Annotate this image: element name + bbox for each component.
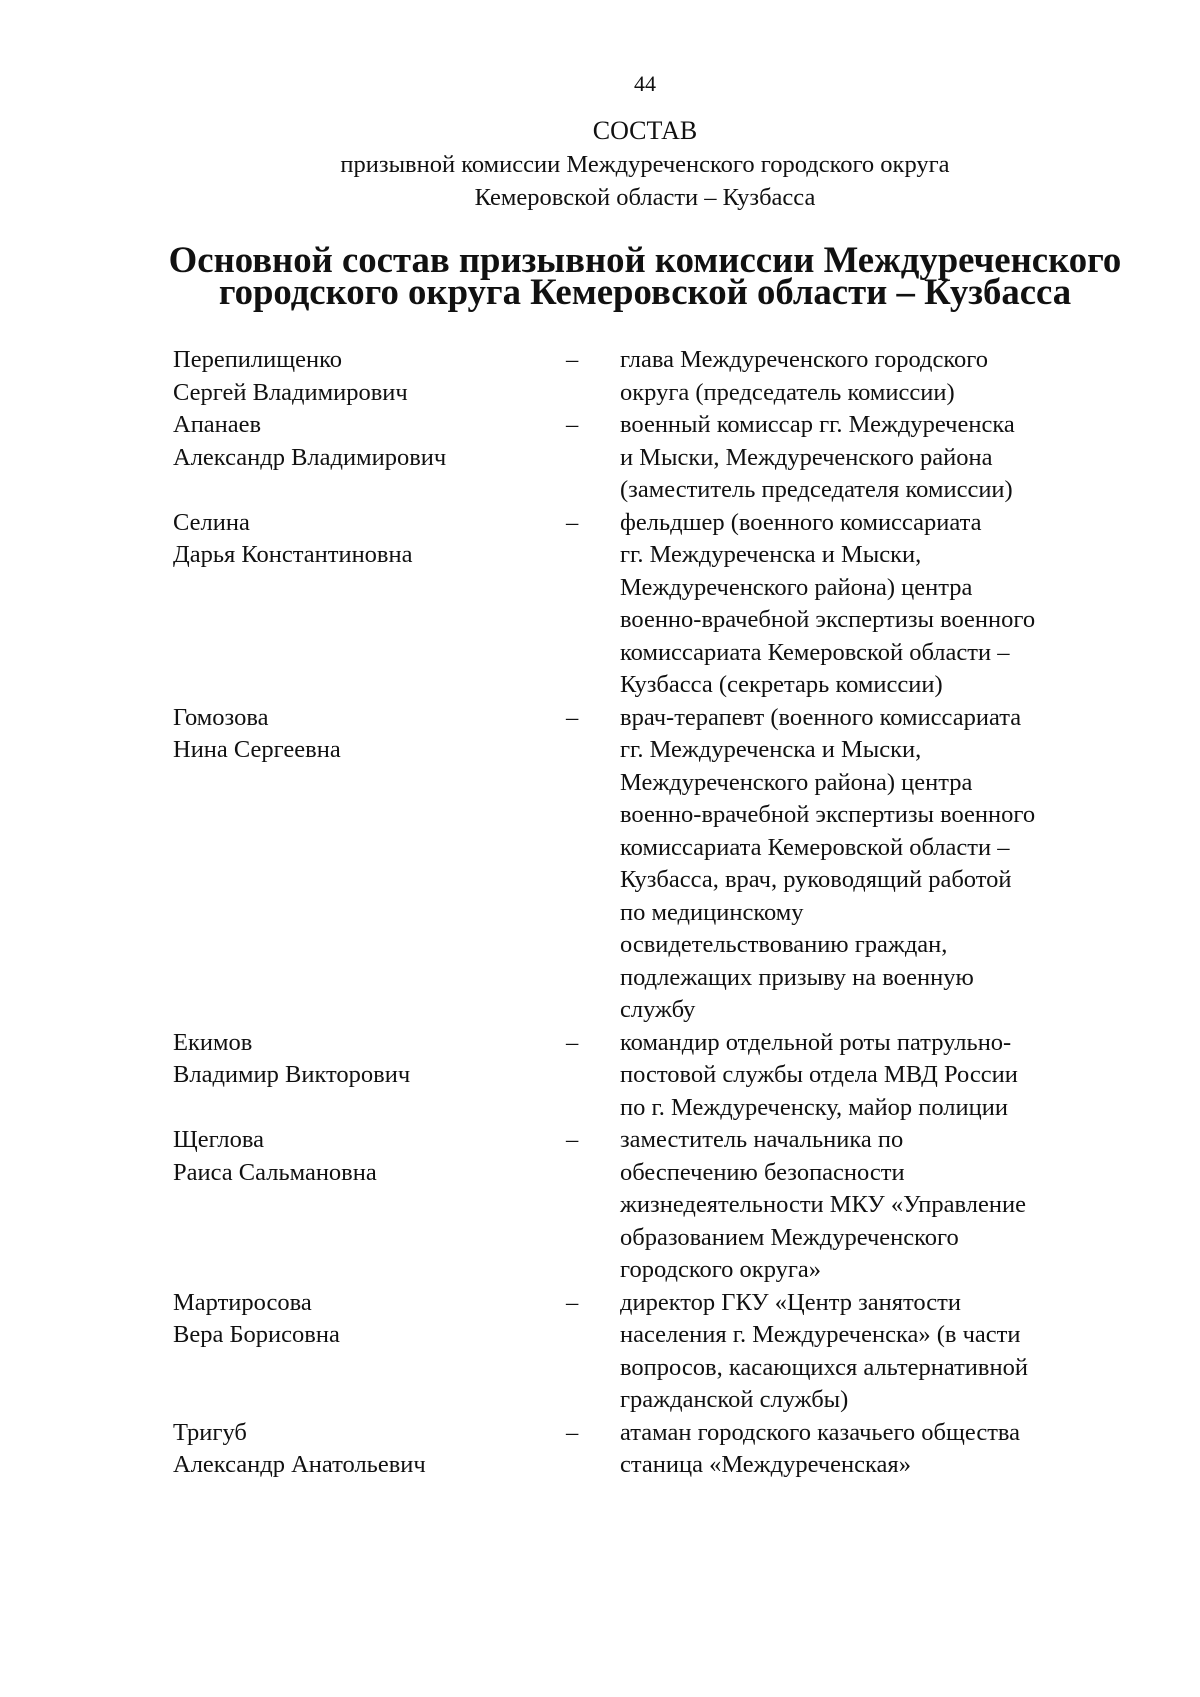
member-given-names: Нина Сергеевна [173, 736, 341, 763]
member-name [173, 1027, 566, 1092]
member-entry [173, 409, 1133, 507]
member-name [173, 409, 566, 474]
member-dash: – [566, 1126, 579, 1153]
member-role-line: населения г. Междуреченска» (в части [620, 1321, 1021, 1348]
member-role-line: городского округа» [620, 1256, 822, 1283]
member-role-line: постовой службы отдела МВД России [620, 1061, 1018, 1088]
member-dash: – [566, 1288, 579, 1316]
member-surname: Селина [173, 508, 250, 536]
member-entry [173, 1124, 1133, 1287]
member-name [173, 507, 566, 572]
member-given-names: Вера Борисовна [173, 1321, 340, 1348]
member-dash: – [566, 1028, 579, 1056]
member-name [173, 344, 566, 409]
member-role-line: военно-врачебной экспертизы военного [620, 606, 1036, 633]
member-role-line: Кузбасса (секретарь комиссии) [620, 671, 943, 698]
section-heading-line: Основной состав призывной комиссии Междуреченского [168, 239, 1122, 280]
member-dash: – [566, 346, 579, 373]
member-role-line: подлежащих призыву на военную [620, 963, 974, 991]
document-title: СОСТАВ [592, 116, 698, 145]
member-role-line: и Мыски, Междуреченского района [620, 443, 993, 471]
member-given-names: Дарья Константиновна [173, 541, 413, 568]
member-name [173, 1287, 566, 1352]
member-name [173, 702, 566, 767]
member-role [620, 702, 1133, 1027]
member-name [173, 1417, 566, 1482]
member-role-line: службу [620, 996, 696, 1023]
member-dash: – [566, 508, 579, 536]
member-role-line: Междуреченского района) центра [620, 573, 973, 601]
member-role-line: военный комиссар гг. Междуреченска [620, 411, 1015, 438]
member-entry [173, 1027, 1133, 1125]
member-dash: – [566, 411, 579, 438]
page-number: 44 [634, 71, 656, 96]
document-subtitle [0, 148, 1200, 214]
member-role-line: Кузбасса, врач, руководящий работой [620, 866, 1012, 893]
member-role-line: освидетельствованию граждан, [620, 931, 948, 958]
member-role [620, 344, 1133, 409]
member-role-line: атаман городского казачьего общества [620, 1418, 1021, 1446]
member-role-line: глава Междуреченского городского [620, 346, 988, 373]
member-role [620, 1417, 1133, 1482]
member-entry [173, 1417, 1133, 1482]
member-dash: – [566, 703, 579, 731]
member-dash: – [566, 1418, 579, 1446]
member-given-names: Раиса Сальмановна [173, 1158, 377, 1186]
member-role-line: гг. Междуреченска и Мыски, [620, 736, 922, 763]
member-entry [173, 1287, 1133, 1417]
member-given-names: Владимир Викторович [173, 1061, 411, 1088]
member-role-line: врач-терапевт (военного комиссариата [620, 703, 1022, 731]
subtitle-line: Кемеровской области – Кузбасса [474, 184, 816, 211]
member-surname: Апанаев [173, 411, 262, 438]
member-surname: Тригуб [173, 1418, 247, 1446]
member-role [620, 409, 1133, 507]
member-role-line: обеспечению безопасности [620, 1158, 905, 1186]
member-role-line: заместитель начальника по [620, 1126, 904, 1153]
member-role-line: военно-врачебной экспертизы военного [620, 801, 1036, 828]
member-role-line: по г. Междуреченску, майор полиции [620, 1093, 1008, 1121]
member-role-line: образованием Междуреченского [620, 1223, 959, 1251]
section-heading [0, 239, 1200, 312]
member-role-line: фельдшер (военного комиссариата [620, 508, 982, 536]
member-role-line: гражданской службы) [620, 1386, 849, 1413]
member-surname: Щеглова [173, 1126, 264, 1153]
member-role-line: станица «Междуреченская» [620, 1451, 911, 1478]
member-role-line: вопросов, касающихся альтернативной [620, 1353, 1028, 1381]
member-role-line: (заместитель председателя комиссии) [620, 476, 1013, 503]
member-role-line: по медицинскому [620, 898, 804, 926]
member-surname: Екимов [173, 1028, 253, 1056]
member-role [620, 1124, 1133, 1287]
member-surname: Мартиросова [173, 1288, 312, 1316]
member-given-names: Александр Анатольевич [173, 1451, 426, 1478]
member-given-names: Сергей Владимирович [173, 378, 408, 406]
member-name [173, 1124, 566, 1189]
member-role-line: комиссариата Кемеровской области – [620, 638, 1010, 666]
member-role [620, 1287, 1133, 1417]
member-entry [173, 344, 1133, 409]
member-role-line: гг. Междуреченска и Мыски, [620, 541, 922, 568]
member-role [620, 507, 1133, 702]
member-entry [173, 702, 1133, 1027]
subtitle-line: призывной комиссии Междуреченского городского округа [340, 151, 950, 178]
section-heading-line: городского округа Кемеровской области – Кузбасса [218, 271, 1072, 312]
member-surname: Перепилищенко [173, 346, 343, 373]
member-role-line: директор ГКУ «Центр занятости [620, 1288, 961, 1316]
member-entry [173, 507, 1133, 702]
member-role-line: командир отдельной роты патрульно- [620, 1028, 1012, 1056]
member-role [620, 1027, 1133, 1125]
member-given-names: Александр Владимирович [173, 443, 447, 471]
members-list [173, 344, 1133, 1482]
member-role-line: жизнедеятельности МКУ «Управление [620, 1191, 1026, 1218]
member-role-line: Междуреченского района) центра [620, 768, 973, 796]
member-role-line: комиссариата Кемеровской области – [620, 833, 1010, 861]
member-surname: Гомозова [173, 703, 269, 731]
member-role-line: округа (председатель комиссии) [620, 378, 955, 406]
